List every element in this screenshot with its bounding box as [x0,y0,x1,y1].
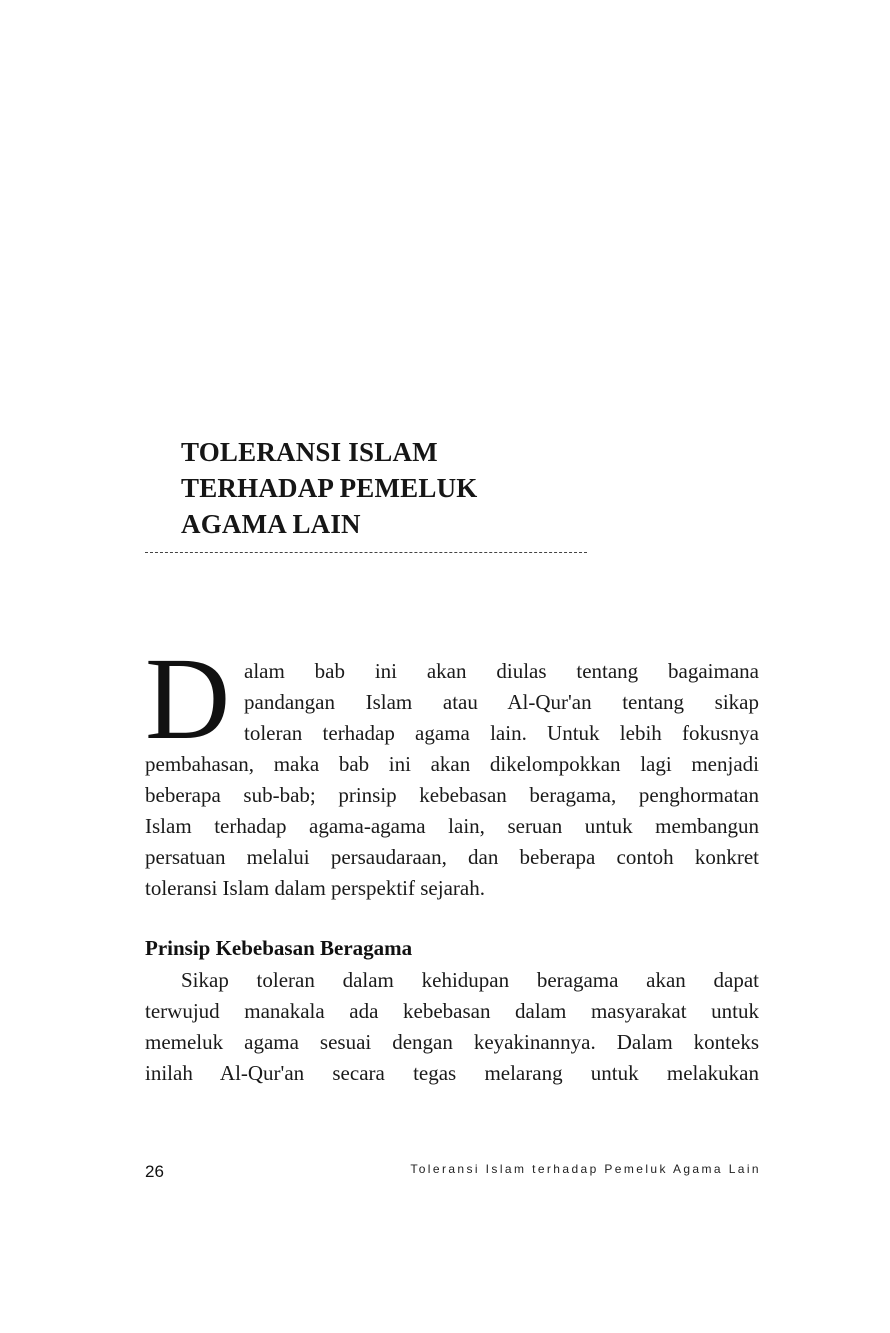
text-line: beberapa sub-bab; prinsip kebebasan beragama, penghormatan [145,783,759,807]
section-paragraph [145,965,759,1089]
drop-cap: D [145,633,231,764]
page-number: 26 [145,1162,164,1181]
chapter-title-line: TERHADAP PEMELUK [181,473,478,503]
intro-paragraph [145,749,759,904]
running-title: Toleransi Islam terhadap Pemeluk Agama Lain [410,1162,761,1176]
text-line: persatuan melalui persaudaraan, dan beberapa contoh konkret [145,845,759,869]
text-line: inilah Al-Qur'an secara tegas melarang untuk melakukan [145,1061,759,1085]
text-line: memeluk agama sesuai dengan keyakinannya. Dalam konteks [145,1030,759,1054]
text-line: alam bab ini akan diulas tentang bagaimana [244,659,759,683]
text-line: Sikap toleran dalam kehidupan beragama akan dapat [181,968,759,992]
text-line: pembahasan, maka bab ini akan dikelompokkan lagi menjadi [145,752,759,776]
text-line: Islam terhadap agama-agama lain, seruan untuk membangun [145,814,759,838]
section-heading: Prinsip Kebebasan Beragama [145,936,413,960]
chapter-title-line: AGAMA LAIN [181,509,361,539]
chapter-title-line: TOLERANSI ISLAM [181,437,438,467]
page-footer [145,1160,761,1184]
text-line: toleran terhadap agama lain. Untuk lebih fokusnya [244,721,759,745]
chapter-title [181,434,477,542]
text-line: pandangan Islam atau Al-Qur'an tentang sikap [244,690,759,714]
text-line: toleransi Islam dalam perspektif sejarah. [145,876,485,900]
title-divider [145,552,587,553]
intro-paragraph-indented [244,656,759,749]
text-line: terwujud manakala ada kebebasan dalam masyarakat untuk [145,999,759,1023]
